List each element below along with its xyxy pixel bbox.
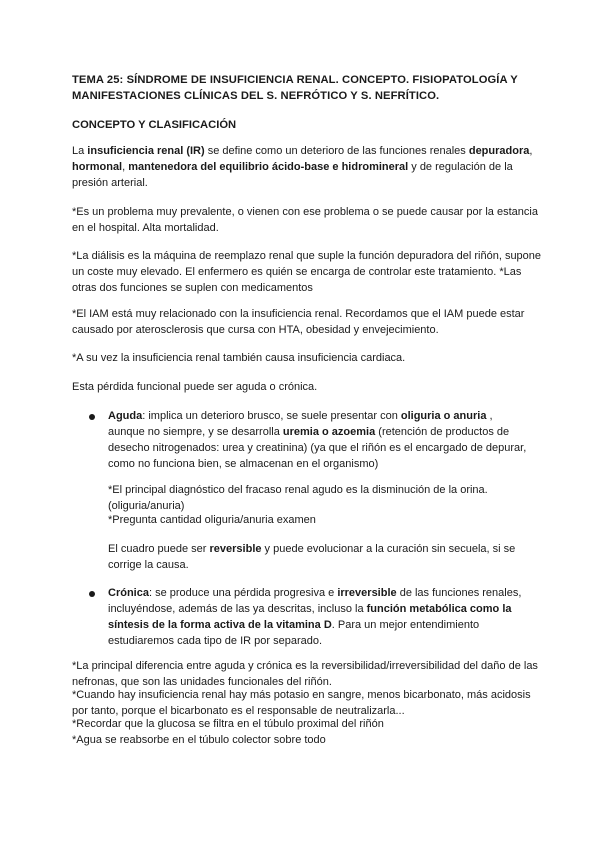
note-dialysis: *La diálisis es la máquina de reemplazo renal que suple la función depuradora del riñón, supone un coste muy elevado. El enfermero es quién se encarga de controlar este tratamiento. *Las otras dos funciones se suplen con medicamentos <box>72 250 542 294</box>
acute-description: Aguda: implica un deterioro brusco, se suele presentar con oliguria o anuria , aunque no siempre, y se desarrolla uremia o azoemia (retención de productos de desecho nitrogenados: urea y creatinina) (ya que el riñón es el encargado de depurar, como no funciona bien, se almacenan en el organismo) <box>108 410 527 470</box>
section-heading: CONCEPTO Y CLASIFICACIÓN <box>72 119 237 131</box>
note-difference: *La principal diferencia entre aguda y crónica es la reversibilidad/irreversibilidad del daño de las nefronas, que son las unidades funcionales del riñón. <box>72 660 538 688</box>
note-potassium: *Cuando hay insuficiencia renal hay más potasio en sangre, menos bicarbonato, más acidosis por tanto, porque el bicarbonato es el responsable de neutralizarla... <box>72 689 531 717</box>
note-cardiac: *A su vez la insuficiencia renal también causa insuficiencia cardiaca. <box>72 352 406 364</box>
definition-paragraph: La insuficiencia renal (IR) se define como un deterioro de las funciones renales depuradora, hormonal, mantenedora del equilibrio ácido-base e hidromineral y de regulación de la presión arterial. <box>72 145 533 189</box>
note-prevalence: *Es un problema muy prevalente, o vienen con ese problema o se puede causar por la estancia en el hospital. Alta mortalidad. <box>72 206 538 234</box>
loss-intro: Esta pérdida funcional puede ser aguda o crónica. <box>72 381 318 393</box>
acute-reversible-paragraph: El cuadro puede ser reversible y puede evolucionar a la curación sin secuela, si se corrige la causa. <box>108 543 516 571</box>
bullet-dot-acute <box>89 414 95 420</box>
acute-diagnosis-note: *El principal diagnóstico del fracaso renal agudo es la disminución de la orina. (oliguria/anuria) <box>108 484 488 512</box>
chronic-description: Crónica: se produce una pérdida progresiva e irreversible de las funciones renales, incluyéndose, además de las ya descritas, incluso la función metabólica como la síntesis de la forma activa de la vitamina D. Para un mejor entendimiento estudiaremos cada tipo de IR por separado. <box>108 587 522 647</box>
acute-exam-note: *Pregunta cantidad oliguria/anuria examen <box>108 514 316 526</box>
bullet-dot-chronic <box>89 591 95 597</box>
note-water: *Agua se reabsorbe en el túbulo colector sobre todo <box>72 734 326 746</box>
note-iam: *El IAM está muy relacionado con la insuficiencia renal. Recordamos que el IAM puede estar causado por aterosclerosis que cursa con HTA, obesidad y envejecimiento. <box>72 308 525 336</box>
note-glucose: *Recordar que la glucosa se filtra en el túbulo proximal del riñón <box>72 718 384 730</box>
document-title: TEMA 25: SÍNDROME DE INSUFICIENCIA RENAL. CONCEPTO. FISIOPATOLOGÍA Y MANIFESTACIONES CLÍNICAS DEL S. NEFRÓTICO Y S. NEFRÍTICO. <box>72 74 518 102</box>
